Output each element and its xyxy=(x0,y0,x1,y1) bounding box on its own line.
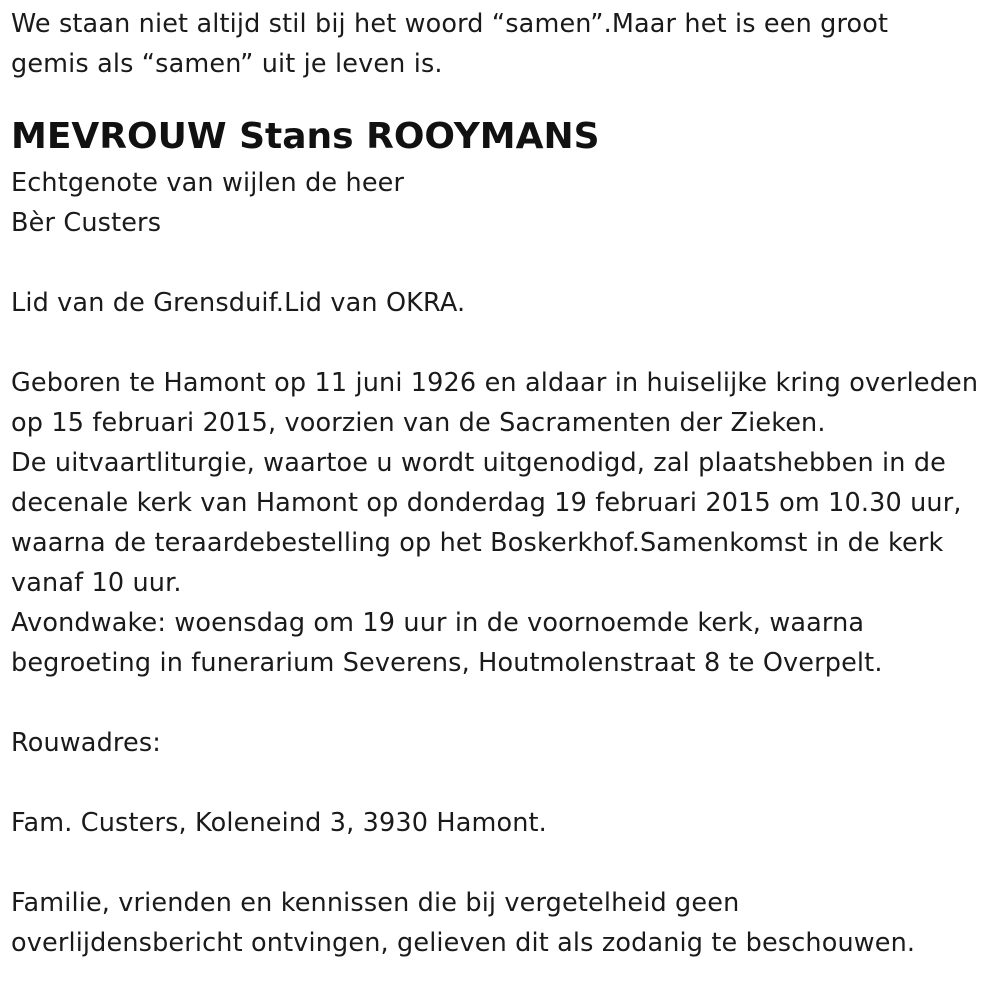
relation-line: Echtgenote van wijlen de heer xyxy=(11,168,405,198)
spacer xyxy=(11,683,993,723)
obituary-notice xyxy=(11,4,993,963)
closing-note xyxy=(11,883,993,963)
closing-line: Familie, vrienden en kennissen die bij vergetelheid geen xyxy=(11,888,740,918)
spacer xyxy=(11,763,993,803)
deceased-name: MEVROUW Stans ROOYMANS xyxy=(11,116,600,157)
details-line: waarna de teraardebestelling op het Boskerkhof.Samenkomst in de kerk xyxy=(11,528,944,558)
spacer xyxy=(11,243,993,283)
address-label: Rouwadres: xyxy=(11,728,161,758)
membership: Lid van de Grensduif.Lid van OKRA. xyxy=(11,288,466,318)
funeral-details xyxy=(11,363,993,683)
mourning-address: Fam. Custers, Koleneind 3, 3930 Hamont. xyxy=(11,808,547,838)
details-line: Avondwake: woensdag om 19 uur in de voornoemde kerk, waarna xyxy=(11,608,865,638)
details-line: op 15 februari 2015, voorzien van de Sacramenten der Zieken. xyxy=(11,408,826,438)
relation-line: Bèr Custers xyxy=(11,208,162,238)
details-line: decenale kerk van Hamont op donderdag 19 februari 2015 om 10.30 uur, xyxy=(11,488,962,518)
relation xyxy=(11,163,993,243)
details-line: vanaf 10 uur. xyxy=(11,568,182,598)
motto xyxy=(11,4,993,84)
details-line: De uitvaartliturgie, waartoe u wordt uitgenodigd, zal plaatshebben in de xyxy=(11,448,947,478)
closing-line: overlijdensbericht ontvingen, gelieven dit als zodanig te beschouwen. xyxy=(11,928,916,958)
motto-line: gemis als “samen” uit je leven is. xyxy=(11,49,443,79)
details-line: Geboren te Hamont op 11 juni 1926 en aldaar in huiselijke kring overleden xyxy=(11,368,979,398)
spacer xyxy=(11,323,993,363)
details-line: begroeting in funerarium Severens, Houtmolenstraat 8 te Overpelt. xyxy=(11,648,883,678)
spacer xyxy=(11,843,993,883)
motto-line: We staan niet altijd stil bij het woord “samen”.Maar het is een groot xyxy=(11,9,889,39)
